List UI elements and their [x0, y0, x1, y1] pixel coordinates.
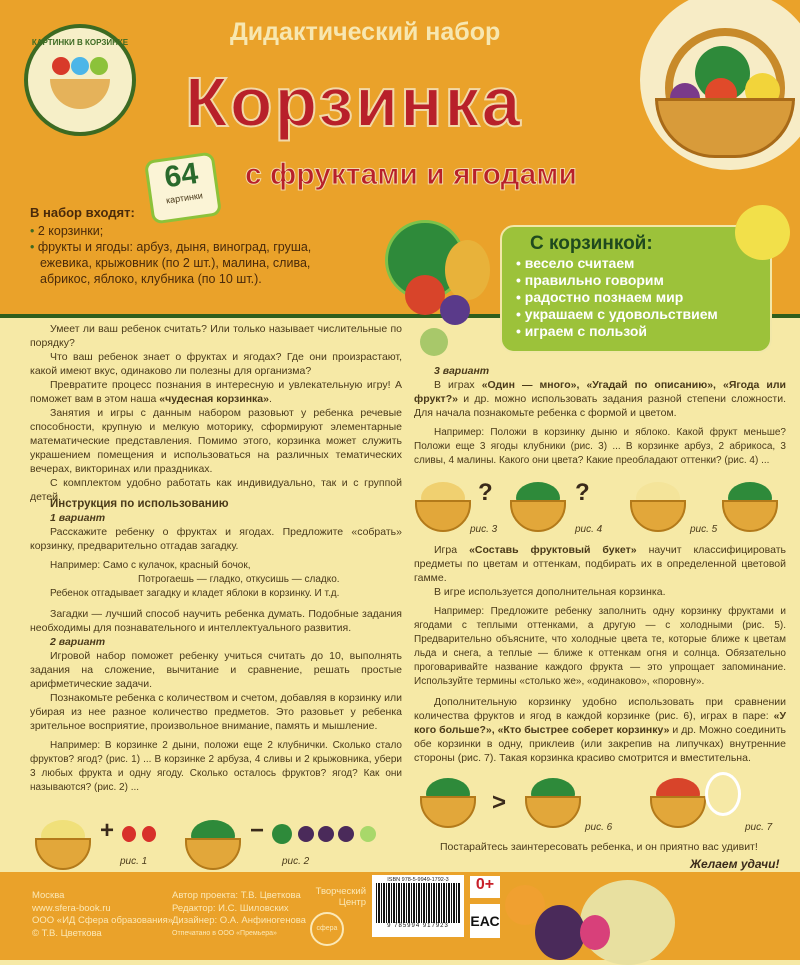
logo-text: КАРТИНКИ В КОРЗИНКЕ: [31, 38, 129, 47]
text: Игра: [434, 544, 470, 556]
instructions-block: [30, 497, 402, 795]
bold-text: «Составь фруктовый букет»: [469, 544, 637, 556]
logo-text: Центр: [338, 897, 366, 908]
intro-paragraph: [30, 378, 402, 406]
basket-figure-1: [35, 820, 91, 870]
blackberry-icon: [440, 295, 470, 325]
basket-body: [655, 98, 795, 158]
basket-figure-5a: [630, 482, 686, 532]
riddle-line: Например: Само с кулачок, красный бочок,: [50, 560, 251, 571]
text: и др. можно использовать задания разной степени сложности. Для начала познакомьте ребенка с формой и цветом.: [414, 393, 786, 419]
intro-block: [30, 322, 402, 504]
game-paragraph: В игре используется дополнительная корзинка.: [434, 586, 666, 598]
figure-caption: рис. 5: [690, 524, 718, 535]
benefit-item: • радостно познаем мир: [516, 289, 756, 306]
figure-caption: рис. 4: [575, 524, 603, 535]
closing-text: Постарайтесь заинтересовать ребенка, и он приятно вас удивит!: [440, 841, 758, 853]
strawberry-icon: [122, 826, 136, 842]
bold-text: «чудесная корзинка»: [159, 393, 269, 405]
basket-icon: [525, 796, 581, 828]
eac-mark: ЕАС: [470, 904, 500, 938]
isbn: ISBN 978-5-9949-1792-3: [387, 877, 449, 883]
variant-paragraph: Игровой набор поможет ребенку учиться считать до 10, выполнять задания на сложение, вычитание и сравнение, решать простые арифметические задачи.: [30, 650, 402, 690]
benefit-item: • правильно говорим: [516, 272, 756, 289]
variant-paragraph: Познакомьте ребенка с количеством и счетом, добавляя в корзинку или убирая из нее разное количество предметов. Это разовьет у ребенка зрительное восприятие, произвольное внимание, память и мышление.: [30, 692, 402, 732]
example-paragraph: Например: В корзинке 2 дыни, положи еще 2 клубнички. Сколько стало фруктов? ягод? (рис. 1) ... В корзинке 2 арбуза, 4 сливы и 2 крыжовника, убери 3 любых фрукта и одну ягоду. Сколько осталось фруктов? ягод? Как они называются? (рис. 2) ...: [30, 740, 402, 793]
variant-paragraph: Расскажите ребенку о фруктах и ягодах. Предложите «собрать» корзинку, предварительно отгадав загадку.: [30, 526, 402, 552]
text: Превратите процесс познания в интересную и увлекательную игру! А поможет вам в этом наша: [30, 379, 402, 405]
riddle-line: Потрогаешь — гладко, откусишь — сладко.: [138, 574, 340, 585]
page-title: Корзинка: [185, 63, 523, 141]
printer: Отпечатано в ООО «Премьера»: [172, 929, 277, 937]
basket-icon: [35, 838, 91, 870]
raspberry-icon: [580, 915, 610, 950]
figure-caption: рис. 7: [745, 822, 773, 833]
benefit-item: • весело считаем: [516, 255, 756, 272]
sfera-logo: [308, 886, 366, 908]
gooseberry-icon: [360, 826, 376, 842]
grapes-icon: [735, 205, 790, 260]
benefit-item: • украшаем с удовольствием: [516, 306, 756, 323]
contents-item: • 2 корзинки;: [30, 223, 360, 239]
watermelon-icon: [272, 824, 292, 844]
website-link: www.sfera-book.ru: [32, 902, 111, 914]
plus-sign: +: [100, 817, 115, 844]
city: Москва: [32, 890, 65, 901]
example-paragraph: Например: Предложите ребенку заполнить одну корзинку фруктами и ягодами с теплыми оттенками, а другую — с холодными (рис. 5). Предварительно объясните, что холодные цвета те, которые ближе к цветам льда и снега, а теплые — ближе к оттенкам огня и солнца. Обязательно проговаривайте название каждого фрукта — это упрощает запоминание. Используйте термины «столько же», «одинаково», «поровну».: [414, 606, 786, 687]
games-block: [414, 543, 786, 765]
pear-icon: [445, 240, 490, 300]
barcode-bars: [376, 883, 460, 923]
riddle-line: Ребенок отгадывает загадку и кладет яблоки в корзинку. И т.д.: [50, 588, 340, 599]
figure-caption: рис. 1: [120, 856, 148, 867]
instructions-heading: Инструкция по использованию: [50, 498, 229, 510]
author: Автор проекта: Т.В. Цветкова: [172, 890, 301, 901]
intro-paragraph: С комплектом удобно работать как индивидуально, так и с группой детей.: [30, 477, 402, 503]
benefits-box: [500, 225, 772, 353]
wish-text: Желаем удачи!: [690, 857, 780, 871]
game-paragraph: [414, 543, 786, 585]
figure-caption: рис. 2: [282, 856, 310, 867]
copyright: © Т.В. Цветкова: [32, 927, 102, 939]
badge-number: 64: [162, 156, 201, 195]
bold-text: «Один — много», «Угадай по описанию», «Ягода или фрукт?»: [414, 379, 786, 405]
basket-handle-icon: [705, 772, 741, 816]
strawberry-icon: [142, 826, 156, 842]
barcode: [372, 875, 464, 937]
basket-figure-7: [650, 778, 706, 828]
editor: Редактор: И.С. Шиловских: [172, 902, 289, 914]
extra-basket-paragraph: [414, 695, 786, 765]
basket-figure-6b: [525, 778, 581, 828]
logo-text: Творческий: [315, 886, 366, 897]
basket-figure-4: [510, 482, 566, 532]
figure-caption: рис. 3: [470, 524, 498, 535]
contents-heading: В набор входят:: [30, 205, 135, 220]
basket-figure-2: [185, 820, 241, 870]
basket-icon: [650, 796, 706, 828]
apple-icon: [52, 57, 70, 75]
text: и др. Можно соединить обе корзинки в одну, приклеив (или закрепив на липучках) внутренние стороны (рис. 7). Такая корзинка красиво смотрится и вместительна.: [414, 724, 786, 764]
intro-paragraph: Умеет ли ваш ребенок считать? Или только называет числительные по порядку?: [30, 323, 402, 349]
minus-sign: −: [250, 817, 265, 844]
example-paragraph: Например: Положи в корзинку дыню и яблоко. Какой фрукт меньше? Положи еще 3 ягоды клубники (рис. 3) ... В корзинке арбуз, 2 абрикоса, 3 сливы, 4 малины. Какого они цвета? Какие преобладают оттенки? (рис. 4) ...: [414, 427, 786, 466]
subtitle: Дидактический набор: [230, 18, 501, 46]
designer: Дизайнер: О.А. Анфиногенова: [172, 915, 306, 926]
benefits-heading: С корзинкой:: [530, 233, 653, 254]
text: научит классифицировать предметы по цветам и оттенкам, подбирать их в определенной цветовой гамме.: [414, 544, 786, 584]
age-rating: 0+: [470, 876, 500, 898]
text: В играх: [434, 379, 482, 391]
plum-icon: [318, 826, 334, 842]
basket-figure-3: [415, 482, 471, 532]
figure-caption: рис. 6: [585, 822, 613, 833]
logo-basket-icon: [50, 79, 110, 109]
basket-figure-6a: [420, 778, 476, 828]
basket-icon: [722, 500, 778, 532]
variant-paragraph: [414, 378, 786, 420]
barcode-number: 9 785994 917923: [387, 923, 449, 929]
credits: [172, 890, 306, 940]
contents-item: • фрукты и ягоды: арбуз, дыня, виноград, груша, ежевика, крыжовник (по 2 шт.), малина, слива, абрикос, яблоко, клубника (по 10 шт.).: [30, 239, 360, 287]
basket-icon: [415, 500, 471, 532]
series-logo: [24, 24, 136, 136]
plum-icon: [298, 826, 314, 842]
apple-icon: [405, 275, 445, 315]
fruit-basket-illustration: [655, 28, 795, 158]
variant-heading: 3 вариант: [434, 365, 490, 377]
basket-figure-5b: [722, 482, 778, 532]
contents-list: [30, 205, 360, 287]
variant3-block: [414, 364, 786, 468]
question-mark: ?: [575, 479, 590, 506]
apple-icon: [90, 57, 108, 75]
plum-icon: [535, 905, 585, 960]
question-mark: ?: [478, 479, 493, 506]
variant-heading: 2 вариант: [50, 636, 106, 648]
basket-icon: [510, 500, 566, 532]
sfera-logo-circle: сфера: [310, 912, 344, 946]
badge-label: картинки: [165, 190, 204, 206]
intro-paragraph: Что ваш ребенок знает о фруктах и ягодах? Где они произрастают, какой имеют вкус, одинаково ли полезны для организма?: [30, 351, 402, 377]
variant-heading: 1 вариант: [50, 512, 106, 524]
basket-icon: [420, 796, 476, 828]
variant-paragraph: Загадки — лучший способ научить ребенка думать. Подобные задания необходимы для познавательного и интеллектуального развития.: [30, 608, 402, 634]
intro-paragraph: Занятия и игры с данным набором разовьют у ребенка речевые способности, крупную и мелкую моторику, сформируют элементарные математические представления. Помимо этого, корзинка может служить украшением помещения и использоваться на различных тематических вечерах, викторинах или праздниках.: [30, 407, 402, 475]
plum-icon: [338, 826, 354, 842]
flower-icon: [71, 57, 89, 75]
publisher: ООО «ИД Сфера образования»: [32, 915, 174, 926]
basket-icon: [185, 838, 241, 870]
benefit-item: • играем с пользой: [516, 323, 756, 340]
text: .: [268, 393, 272, 405]
bold-text: «У кого больше?», «Кто быстрее соберет корзинку»: [414, 710, 786, 736]
basket-icon: [630, 500, 686, 532]
gooseberry-icon: [420, 328, 448, 356]
page-subtitle: с фруктами и ягодами: [245, 158, 577, 191]
text: Дополнительную корзинку удобно использовать при сравнении количества фруктов и ягод в каждой корзинке (рис. 6), играх в паре:: [414, 696, 786, 722]
publisher-info: [32, 890, 173, 940]
greater-than-sign: >: [492, 789, 507, 816]
